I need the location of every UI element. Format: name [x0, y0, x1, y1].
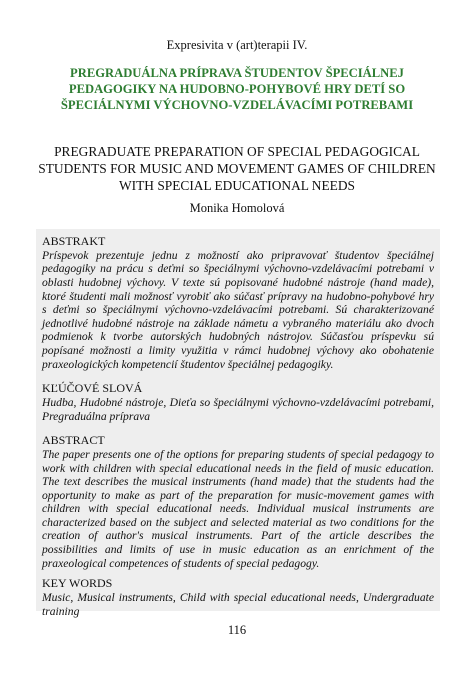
- abstract-en-heading: ABSTRACT: [42, 433, 105, 448]
- title-english: PREGRADUATE PREPARATION OF SPECIAL PEDAGOGICAL STUDENTS FOR MUSIC AND MOVEMENT GAMES OF CHILDREN WITH SPECIAL EDUCATIONAL NEEDS: [38, 144, 436, 193]
- abstract-box: [36, 229, 440, 618]
- keywords-sk-text: Hudba, Hudobné nástroje, Dieťa so špeciálnymi výchovno-vzdelávacími potrebami, Pregraduálna príprava: [42, 395, 434, 423]
- running-head: Expresivita v (art)terapii IV.: [166, 38, 308, 52]
- author-name: Monika Homolová: [189, 201, 285, 215]
- abstract-en-text: The paper presents one of the options for preparing students of special pedagogy to work with children with special educational needs in the field of music education. The text describes the musical instruments (hand made) that the students had the opportunity to make as part of the preparation for music-movement games with children with special educational needs. Individual musical instruments are characterized based on the subject and selected material as two conditions for the creation of author's musical instruments. Part of the article describes the possibilities and limits of use in music education as an enrichment of the praxeological competences of students of special pedagogy.: [42, 447, 434, 570]
- keywords-en-text: Music, Musical instruments, Child with special educational needs, Undergraduate training: [42, 591, 434, 618]
- keywords-en-heading: KEY WORDS: [42, 576, 113, 591]
- abstract-sk-heading: ABSTRAKT: [42, 234, 106, 248]
- page-number: 116: [227, 623, 247, 637]
- keywords-sk-heading: KĽÚČOVÉ SLOVÁ: [42, 381, 143, 396]
- title-slovak: PREGRADUÁLNA PRÍPRAVA ŠTUDENTOV ŠPECIÁLNEJ PEDAGOGIKY NA HUDOBNO-POHYBOVÉ HRY DETÍ SO ŠPECIÁLNYMI VÝCHOVNO-VZDELÁVACÍMI POTREBAMI: [60, 66, 414, 112]
- abstract-sk-text: Príspevok prezentuje jednu z možností ako pripravovať študentov špeciálnej pedagogiky na prácu s deťmi so špeciálnymi výchovno-vzdelávacími potrebami v oblasti hudobnej výchovy. V texte sú popisované hudobné nástroje (hand made), ktoré študenti mali možnosť vyrobiť ako súčasť prípravy na hudobno-pohybové hry s deťmi so špeciálnymi výchovno-vzdelávacími potrebami. Sú charakterizované jednotlivé hudobné nástroje na základe námetu a vybraného materiálu ako dvoch podmienok k tvorbe autorských hudobných nástrojov. Súčasťou príspevku sú popísané možnosti a limity využitia v rámci hudobnej výchovy ako obohatenie praxeologických kompetencií študentov špeciálnej pedagogiky.: [42, 248, 434, 371]
